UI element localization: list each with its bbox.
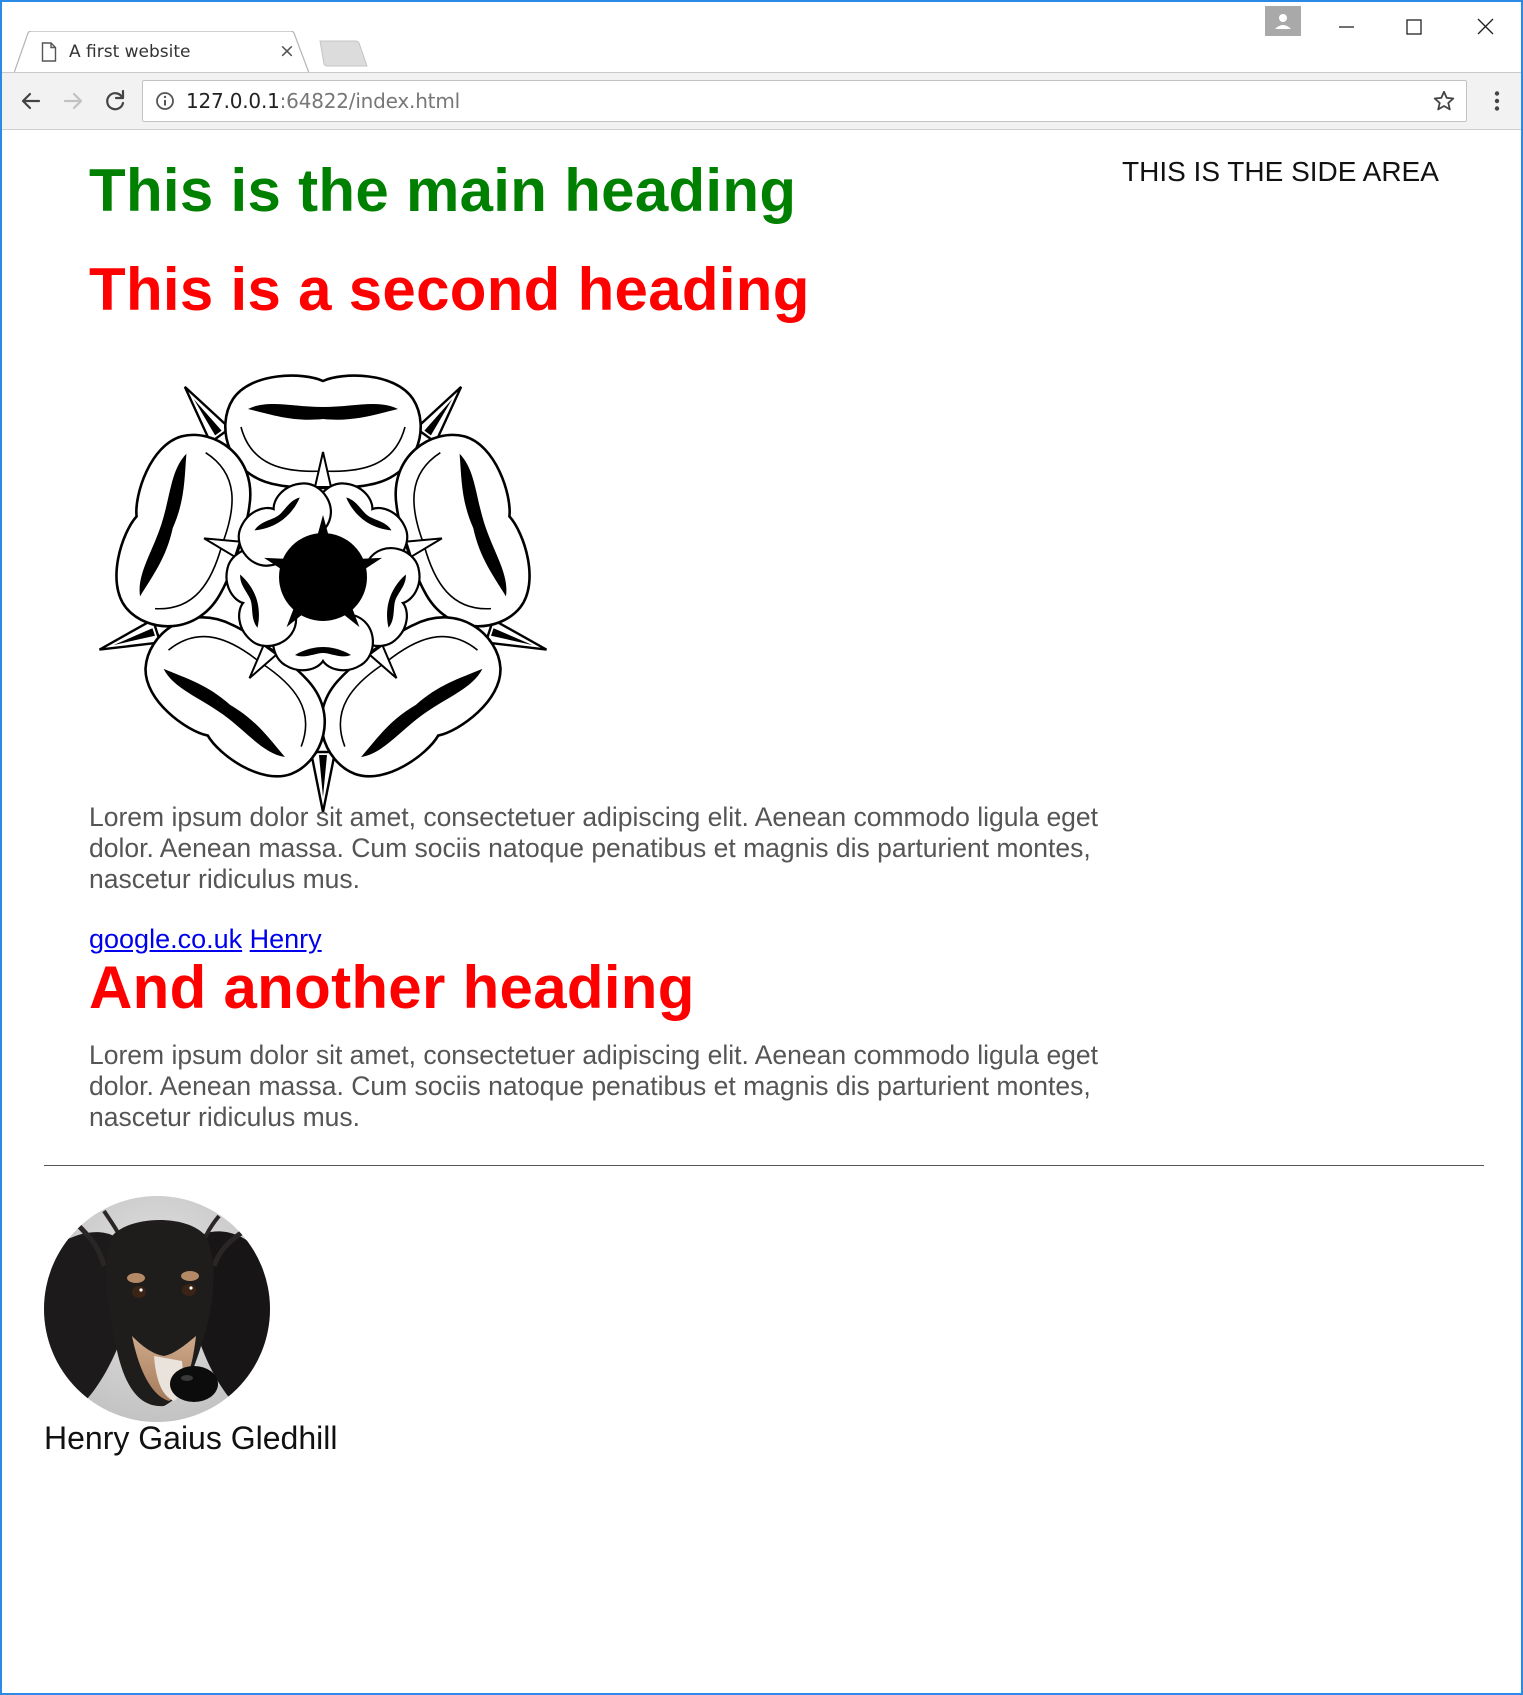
url-host: 127.0.0.1: [186, 89, 280, 113]
address-bar[interactable]: [142, 80, 1467, 122]
dog-avatar-image: [44, 1196, 270, 1422]
url-path: :64822/index.html: [279, 89, 460, 113]
star-icon[interactable]: [1432, 89, 1456, 113]
main-heading: This is the main heading: [89, 157, 797, 224]
close-icon[interactable]: [1451, 2, 1519, 50]
title-bar: [2, 2, 1521, 74]
third-heading: And another heading: [89, 954, 695, 1021]
paragraph: Lorem ipsum dolor sit amet, consectetuer adipiscing elit. Aenean commodo ligula eget dolor. Aenean massa. Cum sociis natoque penatibus et magnis dis parturient montes, nascetur ridiculus mus.: [89, 1040, 1099, 1132]
profile-button[interactable]: [1265, 6, 1301, 36]
tab-title: A first website: [69, 42, 191, 62]
link-henry[interactable]: Henry: [249, 924, 322, 954]
kebab-menu-icon[interactable]: [1482, 86, 1512, 116]
browser-toolbar: [2, 73, 1521, 130]
reload-icon[interactable]: [100, 86, 130, 116]
tab-close-icon[interactable]: ×: [279, 40, 295, 62]
document-icon: [41, 42, 57, 62]
link-row: [89, 924, 322, 955]
address-url[interactable]: [186, 89, 460, 113]
tab-active[interactable]: [14, 31, 312, 74]
info-icon[interactable]: [155, 91, 175, 111]
paragraph: Lorem ipsum dolor sit amet, consectetuer adipiscing elit. Aenean commodo ligula eget dolor. Aenean massa. Cum sociis natoque penatibus et magnis dis parturient montes, nascetur ridiculus mus.: [89, 802, 1099, 894]
profile-name: Henry Gaius Gledhill: [44, 1420, 338, 1456]
second-heading: This is a second heading: [89, 256, 810, 323]
horizontal-rule: [44, 1165, 1484, 1166]
minimize-icon[interactable]: [1312, 2, 1380, 50]
new-tab-button[interactable]: [317, 40, 369, 68]
arrow-left-icon[interactable]: [16, 86, 46, 116]
link-google[interactable]: google.co.uk: [89, 924, 243, 954]
user-icon: [1265, 6, 1301, 36]
page-viewport: [2, 130, 1521, 1693]
maximize-icon[interactable]: [1380, 2, 1448, 50]
tudor-rose-image: [88, 342, 558, 812]
arrow-right-icon[interactable]: [58, 86, 88, 116]
side-area: THIS IS THE SIDE AREA: [1122, 156, 1439, 187]
